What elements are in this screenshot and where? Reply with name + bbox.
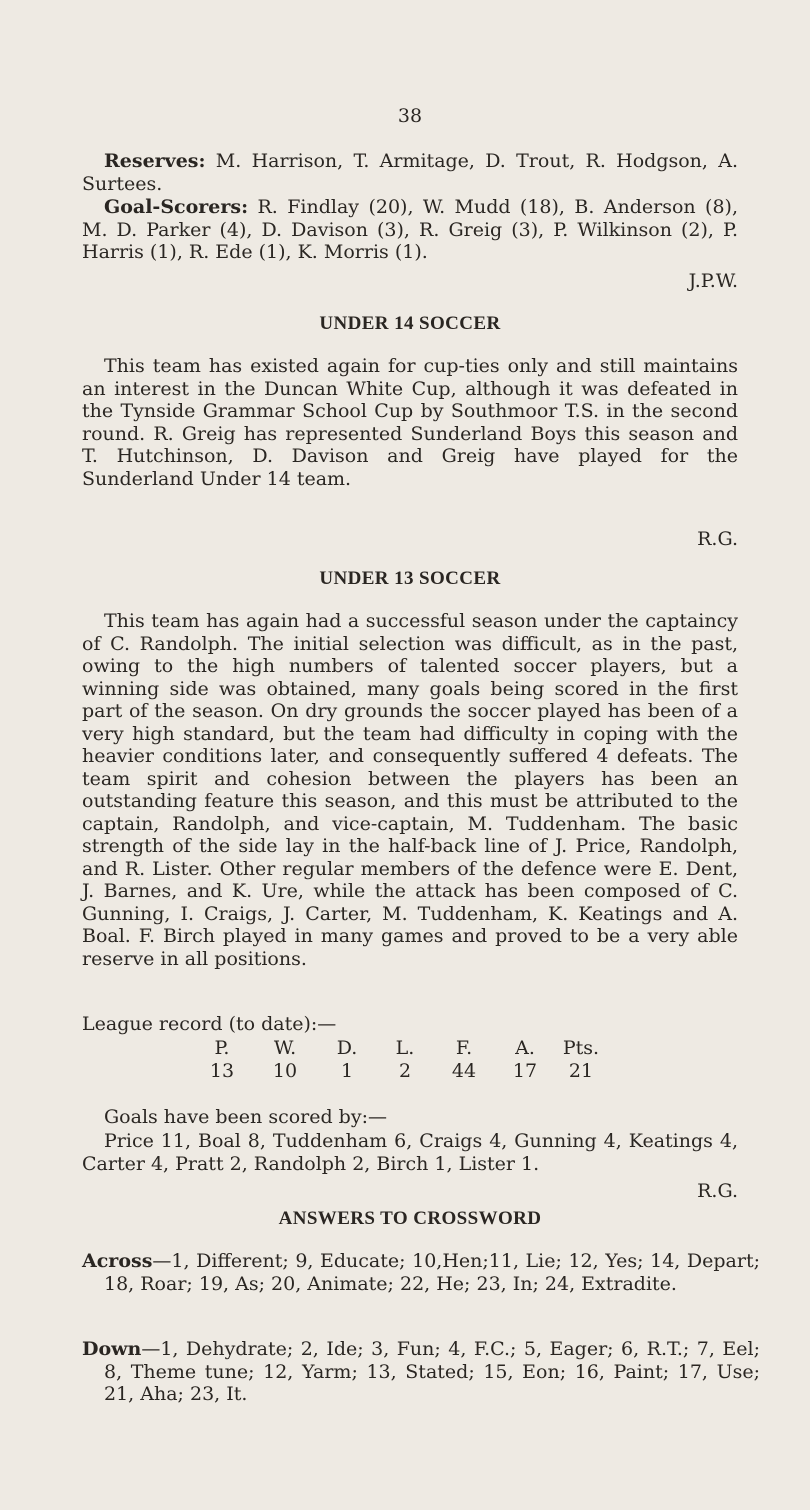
- league-value-for: 44: [451, 1060, 477, 1082]
- reserves-label: Reserves:: [104, 150, 206, 172]
- league-value-drawn: 1: [340, 1060, 354, 1082]
- goal-scorers-paragraph: [82, 196, 738, 264]
- across-answers: —1, Different; 9, Educate; 10,Hen;11, Lie; 12, Yes; 14, Depart; 18, Roar; 19, As; 20, Animate; 22, He; 23, In; 24, Extradite.: [104, 1250, 760, 1295]
- reserves-text: M. Harrison, T. Armitage, D. Trout, R. Hodgson, A. Surtees.: [82, 150, 738, 195]
- goals-scored-list: Price 11, Boal 8, Tuddenham 6, Craigs 4, Gunning 4, Keatings 4, Carter 4, Pratt 2, Randolph 2, Birch 1, Lister 1.: [82, 1130, 738, 1175]
- down-label: Down: [82, 1338, 142, 1360]
- league-value-lost: 2: [398, 1060, 412, 1082]
- under13-heading: UNDER 13 SOCCER: [319, 568, 501, 589]
- league-record-table: [192, 1037, 606, 1083]
- league-header-row: [192, 1037, 606, 1060]
- goals-scored-label: Goals have been scored by:—: [104, 1106, 387, 1128]
- crossword-across: [82, 1250, 760, 1295]
- signature-jpw: J.P.W.: [688, 270, 738, 292]
- goal-scorers-text: R. Findlay (20), W. Mudd (18), B. Anderson (8), M. D. Parker (4), D. Davison (3), R. Greig (3), P. Wilkinson (2), P. Harris (1), R. Ede (1), K. Morris (1).: [82, 196, 738, 263]
- under13-signature: R.G.: [697, 1180, 738, 1202]
- league-header-against: A.: [515, 1037, 535, 1059]
- under14-signature: R.G.: [697, 528, 738, 550]
- under13-body: This team has again had a successful season under the captaincy of C. Randolph. The initial selection was difficult, as in the past, owing to the high numbers of talented soccer players, but a winning side was obtained, many goals being scored in the first part of the season. On dry grounds the soccer played has been of a very high standard, but the team had difficulty in coping with the heavier conditions later, and consequently suffered 4 defeats. The team spirit and cohesion between the players has been an outstanding feature this season, and this must be attributed to the captain, Randolph, and vice-captain, M. Tuddenham. The basic strength of the side lay in the half-back line of J. Price, Randolph, and R. Lister. Other regular members of the defence were E. Dent, J. Barnes, and K. Ure, while the attack has been composed of C. Gunning, I. Craigs, J. Carter, M. Tuddenham, K. Keatings and A. Boal. F. Birch played in many games and proved to be a very able reserve in all positions.: [82, 610, 738, 970]
- under14-heading: UNDER 14 SOCCER: [319, 313, 501, 334]
- down-answers: —1, Dehydrate; 2, Ide; 3, Fun; 4, F.C.; 5, Eager; 6, R.T.; 7, Eel; 8, Theme tune; 12, Yarm; 13, Stated; 15, Eon; 16, Paint; 17, Use; 21, Aha; 23, It.: [104, 1338, 760, 1405]
- across-label: Across: [82, 1250, 153, 1272]
- league-header-drawn: D.: [336, 1037, 358, 1059]
- league-value-played: 13: [209, 1060, 235, 1082]
- league-header-lost: L.: [395, 1037, 415, 1059]
- league-value-against: 17: [512, 1060, 538, 1082]
- league-value-won: 10: [272, 1060, 298, 1082]
- league-value-points: 21: [568, 1060, 594, 1082]
- crossword-heading: ANSWERS TO CROSSWORD: [278, 1208, 542, 1229]
- under14-body: This team has existed again for cup-ties only and still maintains an interest in the Duncan White Cup, although it was defeated in the Tynside Grammar School Cup by Southmoor T.S. in the second round. R. Greig has represented Sunderland Boys this season and T. Hutchinson, D. Davison and Greig have played for the Sunderland Under 14 team.: [82, 355, 738, 490]
- league-header-for: F.: [455, 1037, 473, 1059]
- league-record-label: League record (to date):—: [82, 1013, 337, 1035]
- page-number: 38: [397, 105, 423, 127]
- league-value-row: [192, 1060, 606, 1083]
- crossword-down: [82, 1338, 760, 1406]
- league-header-won: W.: [273, 1037, 297, 1059]
- reserves-paragraph: [82, 150, 738, 195]
- league-header-played: P.: [214, 1037, 230, 1059]
- league-header-points: Pts.: [562, 1037, 600, 1059]
- goal-scorers-label: Goal-Scorers:: [104, 196, 249, 218]
